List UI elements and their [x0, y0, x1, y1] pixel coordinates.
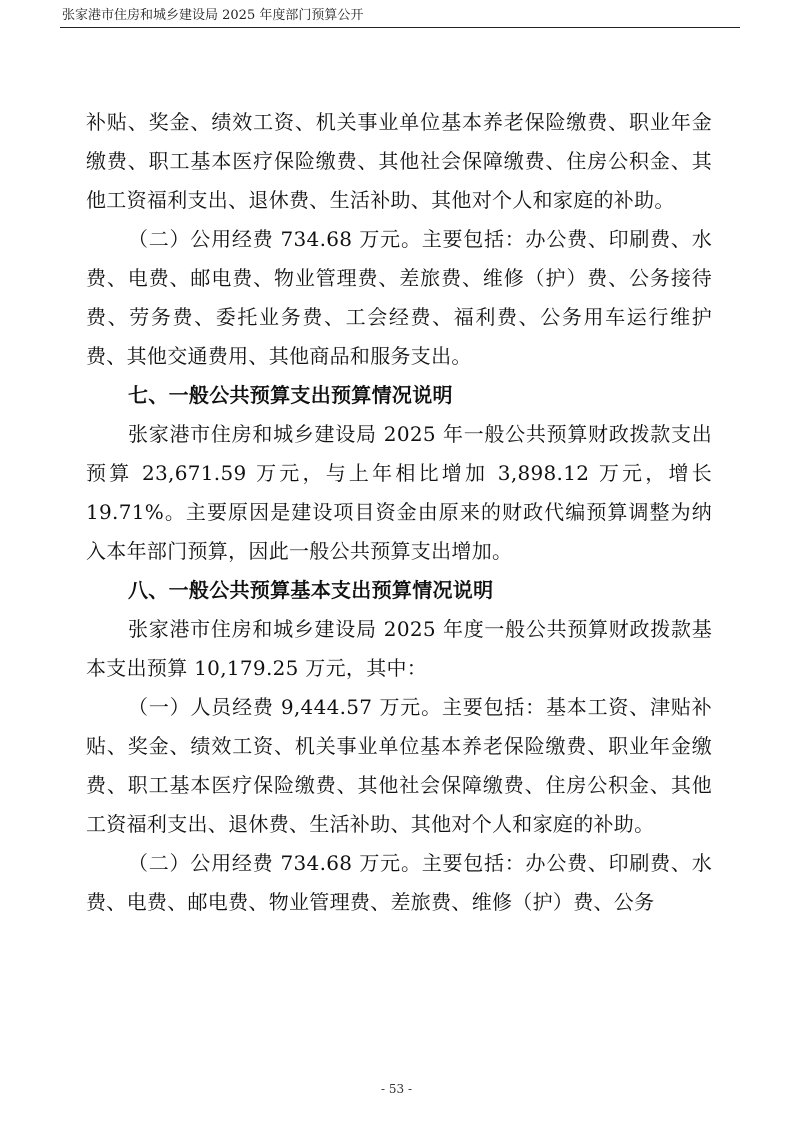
paragraph-public-expenses-2: （二）公用经费 734.68 万元。主要包括：办公费、印刷费、水费、电费、邮电费、物业管理费、差旅费、维修（护）费、公务	[86, 851, 712, 914]
paragraph-basic-expenditure: 张家港市住房和城乡建设局 2025 年度一般公共预算财政拨款基本支出预算 10,179.25 万元，其中：	[86, 617, 712, 680]
paragraph-personnel-expenses: （一）人员经费 9,444.57 万元。主要包括：基本工资、津贴补贴、奖金、绩效工资、机关事业单位基本养老保险缴费、职业年金缴费、职工基本医疗保险缴费、其他社会保障缴费、住房公积金、其他工资福利支出、退休费、生活补助、其他对个人和家庭的补助。	[86, 695, 712, 836]
page-number: - 53 -	[380, 1082, 412, 1096]
section-heading-7: 七、一般公共预算支出预算情况说明	[128, 383, 453, 407]
document-body	[86, 103, 712, 922]
section-heading-8: 八、一般公共预算基本支出预算情况说明	[128, 578, 494, 602]
paragraph-public-expenses: （二）公用经费 734.68 万元。主要包括：办公费、印刷费、水费、电费、邮电费、物业管理费、差旅费、维修（护）费、公务接待费、劳务费、委托业务费、工会经费、福利费、公务用车运行维护费、其他交通费用、其他商品和服务支出。	[86, 227, 712, 368]
paragraph-continued-benefits: 补贴、奖金、绩效工资、机关事业单位基本养老保险缴费、职业年金缴费、职工基本医疗保险缴费、其他社会保障缴费、住房公积金、其他工资福利支出、退休费、生活补助、其他对个人和家庭的补助。	[86, 110, 712, 212]
running-header: 张家港市住房和城乡建设局 2025 年度部门预算公开	[62, 8, 364, 23]
paragraph-general-budget-expenditure: 张家港市住房和城乡建设局 2025 年一般公共预算财政拨款支出预算 23,671.59 万元，与上年相比增加 3,898.12 万元，增长 19.71%。主要原因是建设项目资金由原来的财政代编预算调整为纳入本年部门预算，因此一般公共预算支出增加。	[86, 422, 712, 563]
header-divider	[60, 27, 740, 28]
